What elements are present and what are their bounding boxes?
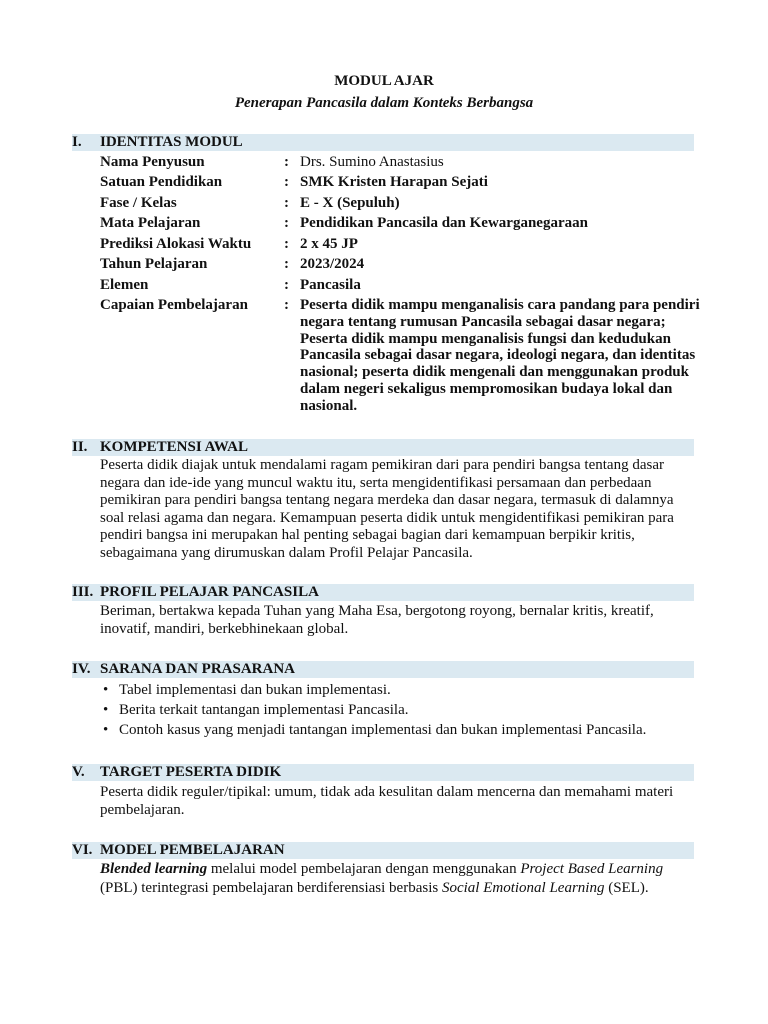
list-item — [100, 680, 700, 700]
section-number: II. — [72, 439, 88, 455]
section-title: IDENTITAS MODUL — [100, 134, 243, 150]
identity-row-alokasi-waktu — [100, 234, 700, 254]
identity-value: E - X (Sepuluh) — [300, 195, 400, 211]
list-item-text: Berita terkait tantangan implementasi Pancasila. — [119, 702, 409, 718]
model-text: (PBL) terintegrasi pembelajaran berdiferensiasi berbasis — [100, 880, 442, 896]
section-title: TARGET PESERTA DIDIK — [100, 764, 282, 780]
identity-colon: : — [284, 195, 289, 211]
list-item — [100, 720, 700, 740]
section-title: SARANA DAN PRASARANA — [100, 661, 296, 677]
identity-colon: : — [284, 277, 289, 293]
model-line-1 — [100, 860, 700, 879]
identity-colon: : — [284, 154, 289, 170]
identity-colon: : — [284, 297, 289, 313]
section-kompetensi-header — [72, 439, 694, 456]
section-profil-header — [72, 584, 694, 601]
identity-value-capaian: Peserta didik mampu menganalisis cara pandang para pendiri negara tentang rumusan Pancasila sebagai dasar negara; Peserta didik mampu menganalisis fungsi dan kedudukan Pancasila sebagai dasar negara, ideologi negara, dan identitas nasional; peserta didik mengenali dan menggunakan produk dalam negeri sekaligus mempromosikan budaya lokal dan nasional. — [300, 297, 700, 414]
model-term-blended: Blended learning — [100, 861, 208, 877]
identity-row-mata-pelajaran — [100, 213, 700, 233]
document-title: MODUL AJAR — [334, 73, 434, 89]
section-title: KOMPETENSI AWAL — [100, 439, 248, 455]
section-title: PROFIL PELAJAR PANCASILA — [100, 584, 319, 600]
identity-label: Satuan Pendidikan — [100, 174, 223, 190]
bullet-icon: • — [103, 722, 109, 738]
identity-value: Pancasila — [300, 277, 361, 293]
profil-paragraph: Beriman, bertakwa kepada Tuhan yang Maha Esa, bergotong royong, bernalar kritis, kreatif, inovatif, mandiri, berkebhinekaan global. — [100, 603, 654, 637]
identity-colon: : — [284, 256, 289, 272]
identity-label: Prediksi Alokasi Waktu — [100, 236, 252, 252]
identity-label: Elemen — [100, 277, 149, 293]
bullet-icon: • — [103, 682, 109, 698]
identity-value: Pendidikan Pancasila dan Kewarganegaraan — [300, 215, 588, 231]
identity-label: Fase / Kelas — [100, 195, 177, 211]
sarana-list — [100, 680, 700, 740]
section-number: III. — [72, 584, 94, 600]
section-identitas-header — [72, 134, 694, 151]
identity-label: Mata Pelajaran — [100, 215, 201, 231]
identity-value: Drs. Sumino Anastasius — [300, 154, 444, 170]
identity-row-elemen — [100, 275, 700, 295]
section-target-header — [72, 764, 694, 781]
section-number: I. — [72, 134, 82, 150]
identity-row-fase-kelas — [100, 193, 700, 213]
kompetensi-paragraph: Peserta didik diajak untuk mendalami ragam pemikiran dari para pendiri bangsa tentang dasar negara dan ide-ide yang muncul waktu itu, serta mengidentifikasi persamaan dan perbedaan pemikiran para pendiri bangsa tentang negara merdeka dan dasar negara, termasuk di dalamnya soal relasi agama dan negara. Kemampuan peserta didik untuk mengidentifikasi pemikiran para pendiri bangsa ini merupakan hal penting sebagai bagian dari kemampuan berpikir kritis, sebagaimana yang dirumuskan dalam Profil Pelajar Pancasila. — [100, 457, 674, 561]
section-model-header — [72, 842, 694, 859]
list-item-text: Tabel implementasi dan bukan implementasi. — [119, 682, 391, 698]
model-line-2 — [100, 879, 700, 898]
section-number: V. — [72, 764, 85, 780]
identity-label: Capaian Pembelajaran — [100, 297, 248, 313]
document-subtitle: Penerapan Pancasila dalam Konteks Berbangsa — [234, 95, 534, 111]
model-text: melalui model pembelajaran dengan menggunakan — [207, 861, 521, 877]
section-title: MODEL PEMBELAJARAN — [100, 842, 285, 858]
identity-value: 2023/2024 — [300, 256, 365, 272]
section-sarana-header — [72, 661, 694, 678]
identity-colon: : — [284, 215, 289, 231]
identity-row-nama-penyusun — [100, 152, 700, 172]
identity-value: SMK Kristen Harapan Sejati — [300, 174, 488, 190]
model-term-sel: Social Emotional Learning — [441, 880, 605, 896]
identity-colon: : — [284, 236, 289, 252]
list-item-text: Contoh kasus yang menjadi tantangan implementasi dan bukan implementasi Pancasila. — [119, 722, 647, 738]
identity-row-satuan-pendidikan — [100, 172, 700, 192]
identity-value: 2 x 45 JP — [300, 236, 358, 252]
list-item — [100, 700, 700, 720]
model-term-pbl: Project Based Learning — [520, 861, 664, 877]
bullet-icon: • — [103, 702, 109, 718]
identity-row-tahun-pelajaran — [100, 254, 700, 274]
identity-label: Nama Penyusun — [100, 154, 205, 170]
section-number: IV. — [72, 661, 91, 677]
identity-label: Tahun Pelajaran — [100, 256, 208, 272]
identity-colon: : — [284, 174, 289, 190]
target-paragraph: Peserta didik reguler/tipikal: umum, tidak ada kesulitan dalam mencerna dan memahami materi pembelajaran. — [100, 784, 674, 818]
section-number: VI. — [72, 842, 93, 858]
model-text: (SEL). — [604, 880, 649, 896]
